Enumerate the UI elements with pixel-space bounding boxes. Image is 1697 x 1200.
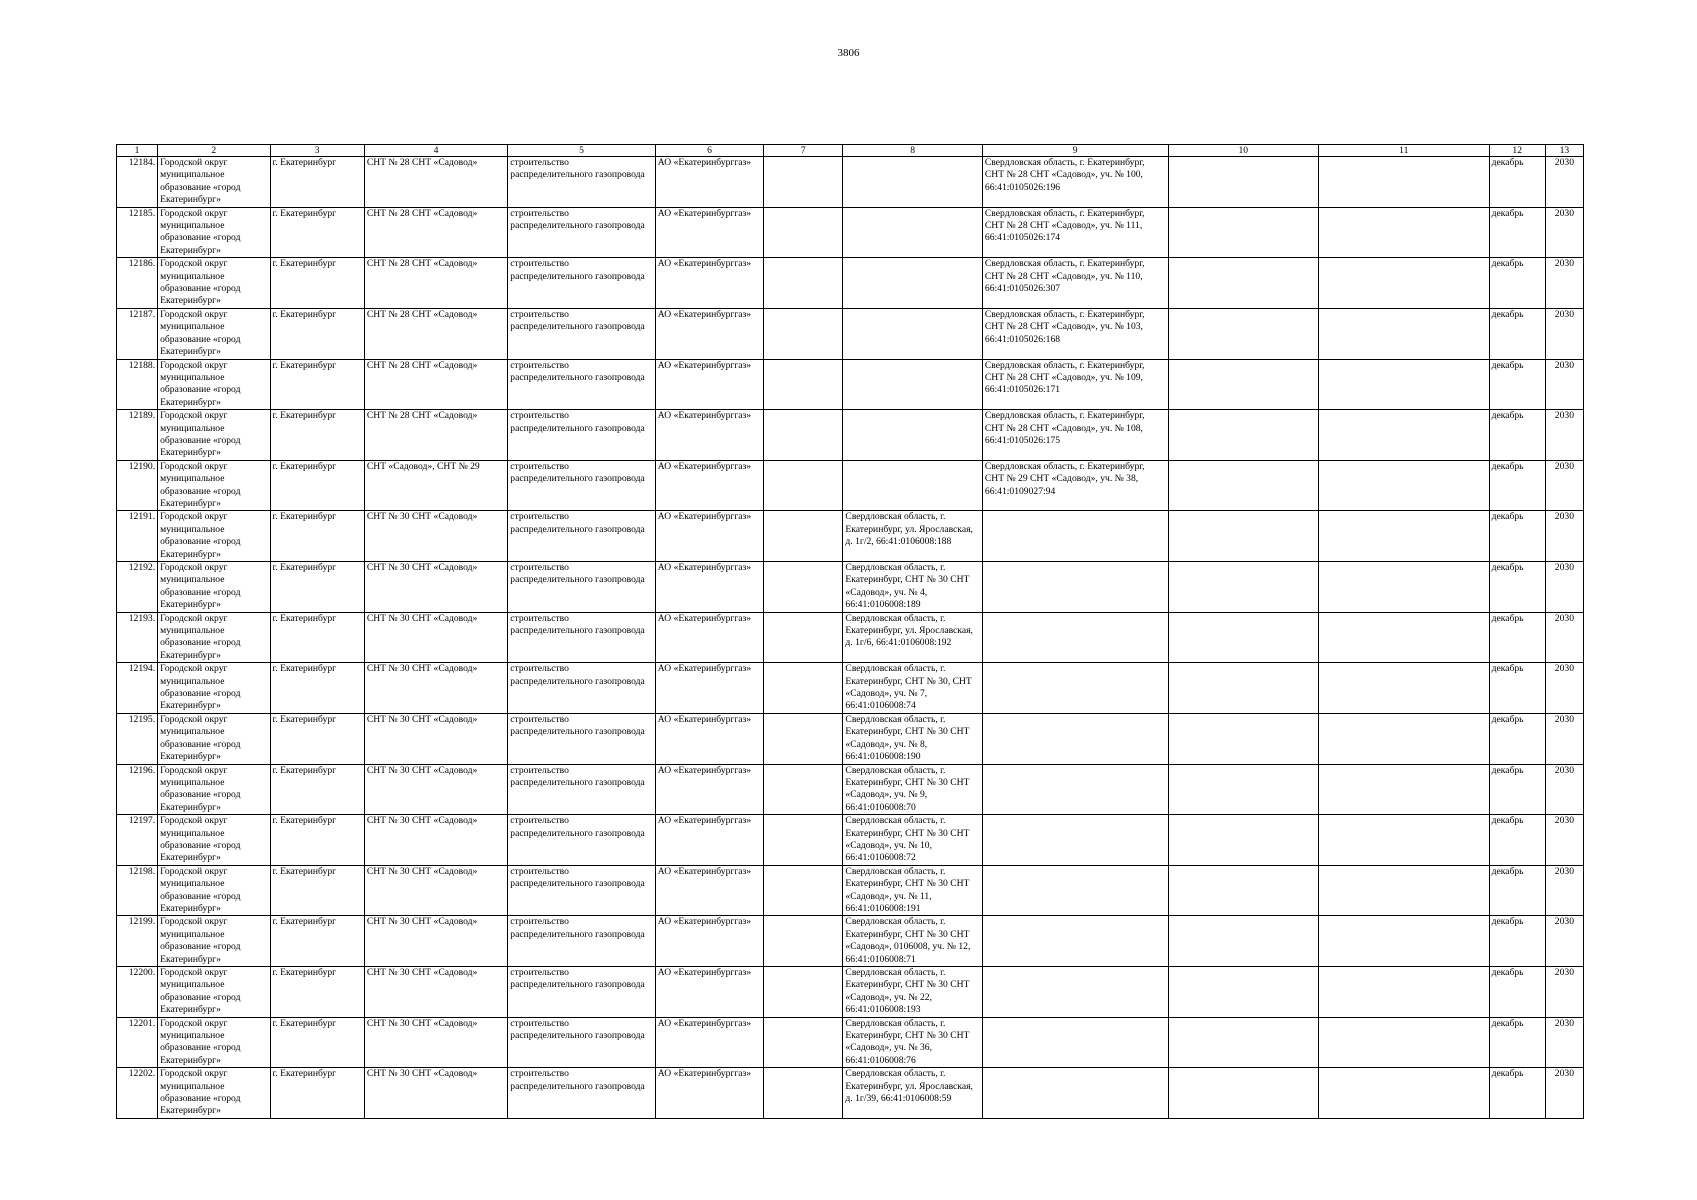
settlement-cell: г. Екатеринбург <box>270 410 364 461</box>
cell-10-cell <box>1168 562 1319 613</box>
cell-11-cell <box>1319 967 1490 1018</box>
cell-10-cell <box>1168 308 1319 359</box>
cell-10-cell <box>1168 359 1319 410</box>
cell-11-cell <box>1319 865 1490 916</box>
address-8-cell <box>843 308 982 359</box>
year-cell: 2030 <box>1545 308 1583 359</box>
activity-cell: строительство распределительного газопровода <box>508 511 656 562</box>
table-row <box>117 308 1584 359</box>
column-header: 2 <box>158 145 270 157</box>
cell-10-cell <box>1168 967 1319 1018</box>
address-8-cell: Свердловская область, г. Екатеринбург, СНТ № 30 СНТ «Садовод», уч. № 4, 66:41:0106008:189 <box>843 562 982 613</box>
row-number-cell: 12189. <box>117 410 158 461</box>
municipality-cell: Городской округ муниципальное образование «город Екатеринбург» <box>158 308 270 359</box>
cell-7-cell <box>764 865 843 916</box>
address-8-cell <box>843 460 982 511</box>
address-9-cell: Свердловская область, г. Екатеринбург, СНТ № 29 СНТ «Садовод», уч. № 38, 66:41:0109027:94 <box>982 460 1168 511</box>
municipality-cell: Городской округ муниципальное образование «город Екатеринбург» <box>158 562 270 613</box>
address-8-cell: Свердловская область, г. Екатеринбург, СНТ № 30, СНТ «Садовод», уч. № 7, 66:41:0106008:74 <box>843 663 982 714</box>
municipality-cell: Городской округ муниципальное образование «город Екатеринбург» <box>158 663 270 714</box>
table-row <box>117 410 1584 461</box>
year-cell: 2030 <box>1545 359 1583 410</box>
municipality-cell: Городской округ муниципальное образование «город Екатеринбург» <box>158 359 270 410</box>
year-cell: 2030 <box>1545 460 1583 511</box>
cell-7-cell <box>764 1068 843 1119</box>
address-9-cell <box>982 815 1168 866</box>
municipality-cell: Городской округ муниципальное образование «город Екатеринбург» <box>158 258 270 309</box>
address-9-cell <box>982 967 1168 1018</box>
cell-7-cell <box>764 764 843 815</box>
cell-10-cell <box>1168 258 1319 309</box>
activity-cell: строительство распределительного газопровода <box>508 815 656 866</box>
cell-10-cell <box>1168 157 1319 208</box>
settlement-cell: г. Екатеринбург <box>270 460 364 511</box>
location-cell: СНТ № 30 СНТ «Садовод» <box>364 916 507 967</box>
column-header: 3 <box>270 145 364 157</box>
municipality-cell: Городской округ муниципальное образование «город Екатеринбург» <box>158 511 270 562</box>
cell-7-cell <box>764 612 843 663</box>
year-cell: 2030 <box>1545 815 1583 866</box>
activity-cell: строительство распределительного газопровода <box>508 410 656 461</box>
table-row <box>117 916 1584 967</box>
operator-cell: АО «Екатеринбурггаз» <box>655 511 763 562</box>
table-row <box>117 764 1584 815</box>
location-cell: СНТ № 28 СНТ «Садовод» <box>364 157 507 208</box>
row-number-cell: 12191. <box>117 511 158 562</box>
cell-11-cell <box>1319 612 1490 663</box>
operator-cell: АО «Екатеринбурггаз» <box>655 460 763 511</box>
row-number-cell: 12192. <box>117 562 158 613</box>
address-9-cell: Свердловская область, г. Екатеринбург, СНТ № 28 СНТ «Садовод», уч. № 108, 66:41:0105026:175 <box>982 410 1168 461</box>
cell-11-cell <box>1319 157 1490 208</box>
cell-7-cell <box>764 460 843 511</box>
year-cell: 2030 <box>1545 764 1583 815</box>
address-8-cell: Свердловская область, г. Екатеринбург, СНТ № 30 СНТ «Садовод», уч. № 9, 66:41:0106008:70 <box>843 764 982 815</box>
row-number-cell: 12194. <box>117 663 158 714</box>
cell-7-cell <box>764 157 843 208</box>
year-cell: 2030 <box>1545 157 1583 208</box>
row-number-cell: 12199. <box>117 916 158 967</box>
settlement-cell: г. Екатеринбург <box>270 1017 364 1068</box>
activity-cell: строительство распределительного газопровода <box>508 258 656 309</box>
month-cell: декабрь <box>1489 359 1545 410</box>
operator-cell: АО «Екатеринбурггаз» <box>655 410 763 461</box>
month-cell: декабрь <box>1489 916 1545 967</box>
address-9-cell <box>982 663 1168 714</box>
activity-cell: строительство распределительного газопровода <box>508 916 656 967</box>
activity-cell: строительство распределительного газопровода <box>508 967 656 1018</box>
cell-10-cell <box>1168 1017 1319 1068</box>
cell-11-cell <box>1319 815 1490 866</box>
municipality-cell: Городской округ муниципальное образование «город Екатеринбург» <box>158 1017 270 1068</box>
location-cell: СНТ «Садовод», СНТ № 29 <box>364 460 507 511</box>
municipality-cell: Городской округ муниципальное образование «город Екатеринбург» <box>158 967 270 1018</box>
table-row <box>117 460 1584 511</box>
table-row <box>117 1017 1584 1068</box>
column-header: 9 <box>982 145 1168 157</box>
row-number-cell: 12198. <box>117 865 158 916</box>
page-number: 3806 <box>837 47 860 59</box>
cell-10-cell <box>1168 713 1319 764</box>
month-cell: декабрь <box>1489 967 1545 1018</box>
location-cell: СНТ № 30 СНТ «Садовод» <box>364 713 507 764</box>
month-cell: декабрь <box>1489 562 1545 613</box>
activity-cell: строительство распределительного газопровода <box>508 1017 656 1068</box>
address-9-cell <box>982 612 1168 663</box>
activity-cell: строительство распределительного газопровода <box>508 207 656 258</box>
operator-cell: АО «Екатеринбурггаз» <box>655 663 763 714</box>
address-9-cell <box>982 916 1168 967</box>
address-9-cell <box>982 865 1168 916</box>
settlement-cell: г. Екатеринбург <box>270 308 364 359</box>
row-number-cell: 12201. <box>117 1017 158 1068</box>
year-cell: 2030 <box>1545 967 1583 1018</box>
cell-11-cell <box>1319 663 1490 714</box>
cell-10-cell <box>1168 916 1319 967</box>
year-cell: 2030 <box>1545 713 1583 764</box>
address-8-cell <box>843 410 982 461</box>
address-8-cell: Свердловская область, г. Екатеринбург, СНТ № 30 СНТ «Садовод», 0106008, уч. № 12, 66:41:0106008:71 <box>843 916 982 967</box>
cell-10-cell <box>1168 207 1319 258</box>
operator-cell: АО «Екатеринбурггаз» <box>655 562 763 613</box>
month-cell: декабрь <box>1489 764 1545 815</box>
municipality-cell: Городской округ муниципальное образование «город Екатеринбург» <box>158 916 270 967</box>
cell-11-cell <box>1319 410 1490 461</box>
month-cell: декабрь <box>1489 1068 1545 1119</box>
location-cell: СНТ № 30 СНТ «Садовод» <box>364 663 507 714</box>
cell-10-cell <box>1168 865 1319 916</box>
operator-cell: АО «Екатеринбурггаз» <box>655 916 763 967</box>
month-cell: декабрь <box>1489 1017 1545 1068</box>
cell-11-cell <box>1319 1017 1490 1068</box>
address-8-cell: Свердловская область, г. Екатеринбург, ул. Ярославская, д. 1г/39, 66:41:0106008:59 <box>843 1068 982 1119</box>
row-number-cell: 12195. <box>117 713 158 764</box>
location-cell: СНТ № 30 СНТ «Садовод» <box>364 562 507 613</box>
location-cell: СНТ № 30 СНТ «Садовод» <box>364 865 507 916</box>
address-8-cell <box>843 359 982 410</box>
address-8-cell: Свердловская область, г. Екатеринбург, СНТ № 30 СНТ «Садовод», уч. № 8, 66:41:0106008:190 <box>843 713 982 764</box>
address-9-cell <box>982 511 1168 562</box>
address-9-cell <box>982 562 1168 613</box>
location-cell: СНТ № 28 СНТ «Садовод» <box>364 410 507 461</box>
column-header: 4 <box>364 145 507 157</box>
cell-7-cell <box>764 359 843 410</box>
cell-7-cell <box>764 916 843 967</box>
table-row <box>117 207 1584 258</box>
month-cell: декабрь <box>1489 157 1545 208</box>
cell-11-cell <box>1319 460 1490 511</box>
cell-11-cell <box>1319 258 1490 309</box>
address-8-cell: Свердловская область, г. Екатеринбург, ул. Ярославская, д. 1г/6, 66:41:0106008:192 <box>843 612 982 663</box>
year-cell: 2030 <box>1545 916 1583 967</box>
month-cell: декабрь <box>1489 612 1545 663</box>
location-cell: СНТ № 30 СНТ «Садовод» <box>364 967 507 1018</box>
activity-cell: строительство распределительного газопровода <box>508 663 656 714</box>
settlement-cell: г. Екатеринбург <box>270 562 364 613</box>
table-row <box>117 713 1584 764</box>
location-cell: СНТ № 30 СНТ «Садовод» <box>364 511 507 562</box>
row-number-cell: 12188. <box>117 359 158 410</box>
address-8-cell <box>843 157 982 208</box>
row-number-cell: 12186. <box>117 258 158 309</box>
row-number-cell: 12187. <box>117 308 158 359</box>
year-cell: 2030 <box>1545 1068 1583 1119</box>
year-cell: 2030 <box>1545 258 1583 309</box>
row-number-cell: 12196. <box>117 764 158 815</box>
column-header: 10 <box>1168 145 1319 157</box>
operator-cell: АО «Екатеринбурггаз» <box>655 1017 763 1068</box>
table-row <box>117 865 1584 916</box>
cell-7-cell <box>764 308 843 359</box>
column-header: 1 <box>117 145 158 157</box>
address-9-cell: Свердловская область, г. Екатеринбург, СНТ № 28 СНТ «Садовод», уч. № 100, 66:41:0105026:196 <box>982 157 1168 208</box>
cell-10-cell <box>1168 410 1319 461</box>
register-table <box>116 144 1584 1119</box>
activity-cell: строительство распределительного газопровода <box>508 157 656 208</box>
municipality-cell: Городской округ муниципальное образование «город Екатеринбург» <box>158 410 270 461</box>
location-cell: СНТ № 28 СНТ «Садовод» <box>364 258 507 309</box>
cell-7-cell <box>764 410 843 461</box>
activity-cell: строительство распределительного газопровода <box>508 460 656 511</box>
activity-cell: строительство распределительного газопровода <box>508 612 656 663</box>
column-header: 11 <box>1319 145 1490 157</box>
month-cell: декабрь <box>1489 308 1545 359</box>
operator-cell: АО «Екатеринбурггаз» <box>655 1068 763 1119</box>
table-row <box>117 359 1584 410</box>
table-row <box>117 258 1584 309</box>
address-9-cell <box>982 713 1168 764</box>
month-cell: декабрь <box>1489 815 1545 866</box>
municipality-cell: Городской округ муниципальное образование «город Екатеринбург» <box>158 815 270 866</box>
operator-cell: АО «Екатеринбурггаз» <box>655 612 763 663</box>
address-9-cell: Свердловская область, г. Екатеринбург, СНТ № 28 СНТ «Садовод», уч. № 103, 66:41:0105026:168 <box>982 308 1168 359</box>
activity-cell: строительство распределительного газопровода <box>508 713 656 764</box>
column-header: 5 <box>508 145 656 157</box>
address-9-cell: Свердловская область, г. Екатеринбург, СНТ № 28 СНТ «Садовод», уч. № 109, 66:41:0105026:171 <box>982 359 1168 410</box>
header-row <box>117 145 1584 157</box>
settlement-cell: г. Екатеринбург <box>270 207 364 258</box>
operator-cell: АО «Екатеринбурггаз» <box>655 865 763 916</box>
operator-cell: АО «Екатеринбурггаз» <box>655 764 763 815</box>
table-row <box>117 663 1584 714</box>
month-cell: декабрь <box>1489 258 1545 309</box>
address-8-cell <box>843 207 982 258</box>
cell-7-cell <box>764 967 843 1018</box>
operator-cell: АО «Екатеринбурггаз» <box>655 157 763 208</box>
row-number-cell: 12185. <box>117 207 158 258</box>
row-number-cell: 12197. <box>117 815 158 866</box>
cell-10-cell <box>1168 815 1319 866</box>
table-row <box>117 511 1584 562</box>
operator-cell: АО «Екатеринбурггаз» <box>655 359 763 410</box>
location-cell: СНТ № 28 СНТ «Садовод» <box>364 207 507 258</box>
year-cell: 2030 <box>1545 663 1583 714</box>
table-row <box>117 612 1584 663</box>
cell-10-cell <box>1168 663 1319 714</box>
address-9-cell <box>982 1017 1168 1068</box>
activity-cell: строительство распределительного газопровода <box>508 308 656 359</box>
operator-cell: АО «Екатеринбурггаз» <box>655 967 763 1018</box>
row-number-cell: 12190. <box>117 460 158 511</box>
cell-11-cell <box>1319 713 1490 764</box>
month-cell: декабрь <box>1489 663 1545 714</box>
cell-10-cell <box>1168 460 1319 511</box>
cell-7-cell <box>764 258 843 309</box>
cell-10-cell <box>1168 1068 1319 1119</box>
cell-7-cell <box>764 562 843 613</box>
year-cell: 2030 <box>1545 562 1583 613</box>
settlement-cell: г. Екатеринбург <box>270 967 364 1018</box>
column-header: 13 <box>1545 145 1583 157</box>
row-number-cell: 12193. <box>117 612 158 663</box>
cell-10-cell <box>1168 764 1319 815</box>
municipality-cell: Городской округ муниципальное образование «город Екатеринбург» <box>158 764 270 815</box>
address-8-cell: Свердловская область, г. Екатеринбург, ул. Ярославская, д. 1г/2, 66:41:0106008:188 <box>843 511 982 562</box>
year-cell: 2030 <box>1545 865 1583 916</box>
table-row <box>117 1068 1584 1119</box>
location-cell: СНТ № 30 СНТ «Садовод» <box>364 815 507 866</box>
municipality-cell: Городской округ муниципальное образование «город Екатеринбург» <box>158 460 270 511</box>
table-row <box>117 157 1584 208</box>
cell-11-cell <box>1319 562 1490 613</box>
cell-11-cell <box>1319 359 1490 410</box>
settlement-cell: г. Екатеринбург <box>270 157 364 208</box>
settlement-cell: г. Екатеринбург <box>270 359 364 410</box>
cell-7-cell <box>764 713 843 764</box>
operator-cell: АО «Екатеринбурггаз» <box>655 258 763 309</box>
month-cell: декабрь <box>1489 511 1545 562</box>
month-cell: декабрь <box>1489 865 1545 916</box>
address-9-cell <box>982 1068 1168 1119</box>
address-9-cell: Свердловская область, г. Екатеринбург, СНТ № 28 СНТ «Садовод», уч. № 111, 66:41:0105026:174 <box>982 207 1168 258</box>
municipality-cell: Городской округ муниципальное образование «город Екатеринбург» <box>158 713 270 764</box>
location-cell: СНТ № 30 СНТ «Садовод» <box>364 1017 507 1068</box>
municipality-cell: Городской округ муниципальное образование «город Екатеринбург» <box>158 1068 270 1119</box>
settlement-cell: г. Екатеринбург <box>270 865 364 916</box>
cell-11-cell <box>1319 308 1490 359</box>
column-header: 6 <box>655 145 763 157</box>
cell-11-cell <box>1319 511 1490 562</box>
cell-7-cell <box>764 207 843 258</box>
activity-cell: строительство распределительного газопровода <box>508 764 656 815</box>
settlement-cell: г. Екатеринбург <box>270 815 364 866</box>
address-9-cell: Свердловская область, г. Екатеринбург, СНТ № 28 СНТ «Садовод», уч. № 110, 66:41:0105026:307 <box>982 258 1168 309</box>
municipality-cell: Городской округ муниципальное образование «город Екатеринбург» <box>158 865 270 916</box>
municipality-cell: Городской округ муниципальное образование «город Екатеринбург» <box>158 157 270 208</box>
table-row <box>117 967 1584 1018</box>
column-header: 8 <box>843 145 982 157</box>
location-cell: СНТ № 30 СНТ «Садовод» <box>364 764 507 815</box>
municipality-cell: Городской округ муниципальное образование «город Екатеринбург» <box>158 207 270 258</box>
location-cell: СНТ № 28 СНТ «Садовод» <box>364 359 507 410</box>
address-9-cell <box>982 764 1168 815</box>
settlement-cell: г. Екатеринбург <box>270 511 364 562</box>
cell-10-cell <box>1168 511 1319 562</box>
operator-cell: АО «Екатеринбурггаз» <box>655 815 763 866</box>
year-cell: 2030 <box>1545 1017 1583 1068</box>
table-row <box>117 815 1584 866</box>
cell-11-cell <box>1319 764 1490 815</box>
settlement-cell: г. Екатеринбург <box>270 612 364 663</box>
settlement-cell: г. Екатеринбург <box>270 764 364 815</box>
settlement-cell: г. Екатеринбург <box>270 1068 364 1119</box>
settlement-cell: г. Екатеринбург <box>270 258 364 309</box>
cell-7-cell <box>764 511 843 562</box>
row-number-cell: 12202. <box>117 1068 158 1119</box>
column-header: 12 <box>1489 145 1545 157</box>
operator-cell: АО «Екатеринбурггаз» <box>655 207 763 258</box>
month-cell: декабрь <box>1489 460 1545 511</box>
settlement-cell: г. Екатеринбург <box>270 916 364 967</box>
activity-cell: строительство распределительного газопровода <box>508 562 656 613</box>
month-cell: декабрь <box>1489 410 1545 461</box>
year-cell: 2030 <box>1545 612 1583 663</box>
cell-11-cell <box>1319 916 1490 967</box>
row-number-cell: 12200. <box>117 967 158 1018</box>
address-8-cell: Свердловская область, г. Екатеринбург, СНТ № 30 СНТ «Садовод», уч. № 36, 66:41:0106008:76 <box>843 1017 982 1068</box>
address-8-cell: Свердловская область, г. Екатеринбург, СНТ № 30 СНТ «Садовод», уч. № 11, 66:41:0106008:191 <box>843 865 982 916</box>
activity-cell: строительство распределительного газопровода <box>508 1068 656 1119</box>
activity-cell: строительство распределительного газопровода <box>508 359 656 410</box>
row-number-cell: 12184. <box>117 157 158 208</box>
operator-cell: АО «Екатеринбурггаз» <box>655 713 763 764</box>
location-cell: СНТ № 30 СНТ «Садовод» <box>364 1068 507 1119</box>
address-8-cell: Свердловская область, г. Екатеринбург, СНТ № 30 СНТ «Садовод», уч. № 22, 66:41:0106008:193 <box>843 967 982 1018</box>
municipality-cell: Городской округ муниципальное образование «город Екатеринбург» <box>158 612 270 663</box>
address-8-cell <box>843 258 982 309</box>
cell-7-cell <box>764 663 843 714</box>
cell-11-cell <box>1319 207 1490 258</box>
column-header: 7 <box>764 145 843 157</box>
address-8-cell: Свердловская область, г. Екатеринбург, СНТ № 30 СНТ «Садовод», уч. № 10, 66:41:0106008:72 <box>843 815 982 866</box>
settlement-cell: г. Екатеринбург <box>270 713 364 764</box>
operator-cell: АО «Екатеринбурггаз» <box>655 308 763 359</box>
month-cell: декабрь <box>1489 713 1545 764</box>
year-cell: 2030 <box>1545 511 1583 562</box>
cell-7-cell <box>764 815 843 866</box>
year-cell: 2030 <box>1545 410 1583 461</box>
table-row <box>117 562 1584 613</box>
location-cell: СНТ № 30 СНТ «Садовод» <box>364 612 507 663</box>
settlement-cell: г. Екатеринбург <box>270 663 364 714</box>
year-cell: 2030 <box>1545 207 1583 258</box>
month-cell: декабрь <box>1489 207 1545 258</box>
cell-11-cell <box>1319 1068 1490 1119</box>
activity-cell: строительство распределительного газопровода <box>508 865 656 916</box>
cell-10-cell <box>1168 612 1319 663</box>
cell-7-cell <box>764 1017 843 1068</box>
location-cell: СНТ № 28 СНТ «Садовод» <box>364 308 507 359</box>
